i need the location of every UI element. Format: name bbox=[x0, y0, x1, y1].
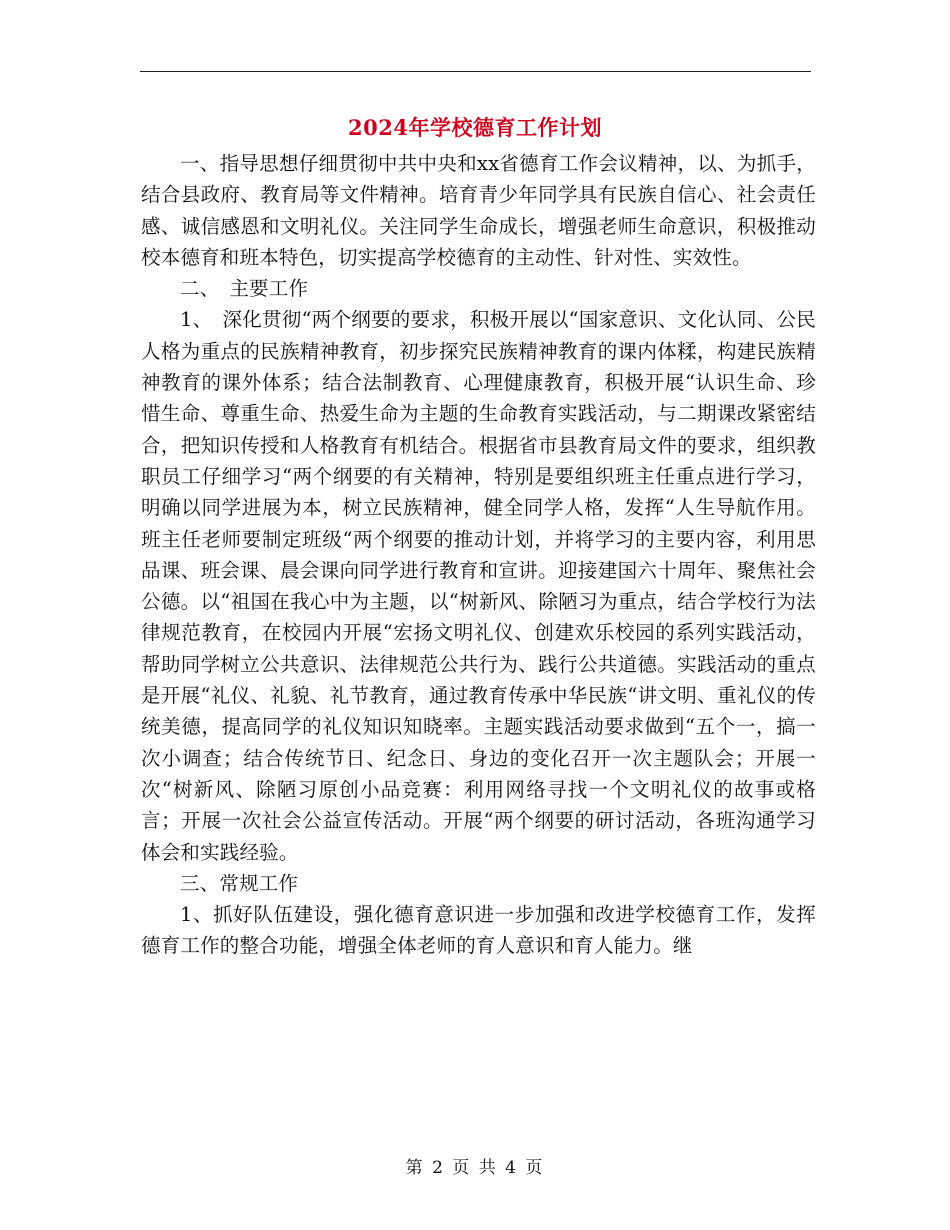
heading-main-work: 二、 主要工作 bbox=[180, 277, 309, 301]
paragraph-routine-work-1: 1、抓好队伍建设，强化德育意识进一步加强和改进学校德育工作，发挥德育工作的整合功能，增强全体老师的育人意识和育人能力。继 bbox=[141, 903, 816, 958]
header-rule bbox=[140, 71, 811, 72]
paragraph-main-work-1: 1、 深化贯彻“两个纲要的要求，积极开展以“国家意识、文化认同、公民人格为重点的民族精神教育，初步探究民族精神教育的课内体糅，构建民族精神教育的课外体系；结合法制教育、心理健康教育，积极开展“认识生命、珍惜生命、尊重生命、热爱生命为主题的生命教育实践活动，与二期课改紧密结合，把知识传授和人格教育有机结合。根据省市县教育局文件的要求，组织教职员工仔细学习“两个纲要的有关精神，特别是要组织班主任重点进行学习，明确以同学进展为本，树立民族精神，健全同学人格，发挥“人生导航作用。班主任老师要制定班级“两个纲要的推动计划，并将学习的主要内容，利用思品课、班会课、晨会课向同学进行教育和宣讲。迎接建国六十周年、聚焦社会公德。以“祖国在我心中为主题，以“树新风、除陋习为重点，结合学校行为法律规范教育，在校园内开展“宏扬文明礼仪、创建欢乐校园的系列实践活动，帮助同学树立公共意识、法律规范公共行为、践行公共道德。实践活动的重点是开展“礼仪、礼貌、礼节教育，通过教育传承中华民族“讲文明、重礼仪的传统美德，提高同学的礼仪知识知晓率。主题实践活动要求做到“五个一，搞一次小调查；结合传统节日、纪念日、身边的变化召开一次主题队会；开展一次“树新风、除陋习原创小品竞赛：利用网络寻找一个文明礼仪的故事或格言；开展一次社会公益宣传活动。开展“两个纲要的研讨活动，各班沟通学习体会和实践经验。 bbox=[141, 308, 816, 864]
document-title: 2024年学校德育工作计划 bbox=[348, 115, 602, 140]
paragraph-guiding-ideology: 一、指导思想仔细贯彻中共中央和xx省德育工作会议精神，以、为抓手，结合县政府、教育局等文件精神。培育青少年同学具有民族自信心、社会责任感、诚信感恩和文明礼仪。关注同学生命成长，增强老师生命意识，积极推动校本德育和班本特色，切实提高学校德育的主动性、针对性、实效性。 bbox=[141, 152, 816, 269]
page-number-footer: 第 2 页 共 4 页 bbox=[405, 1158, 545, 1178]
heading-routine-work: 三、常规工作 bbox=[180, 871, 299, 895]
document-body bbox=[141, 148, 816, 962]
